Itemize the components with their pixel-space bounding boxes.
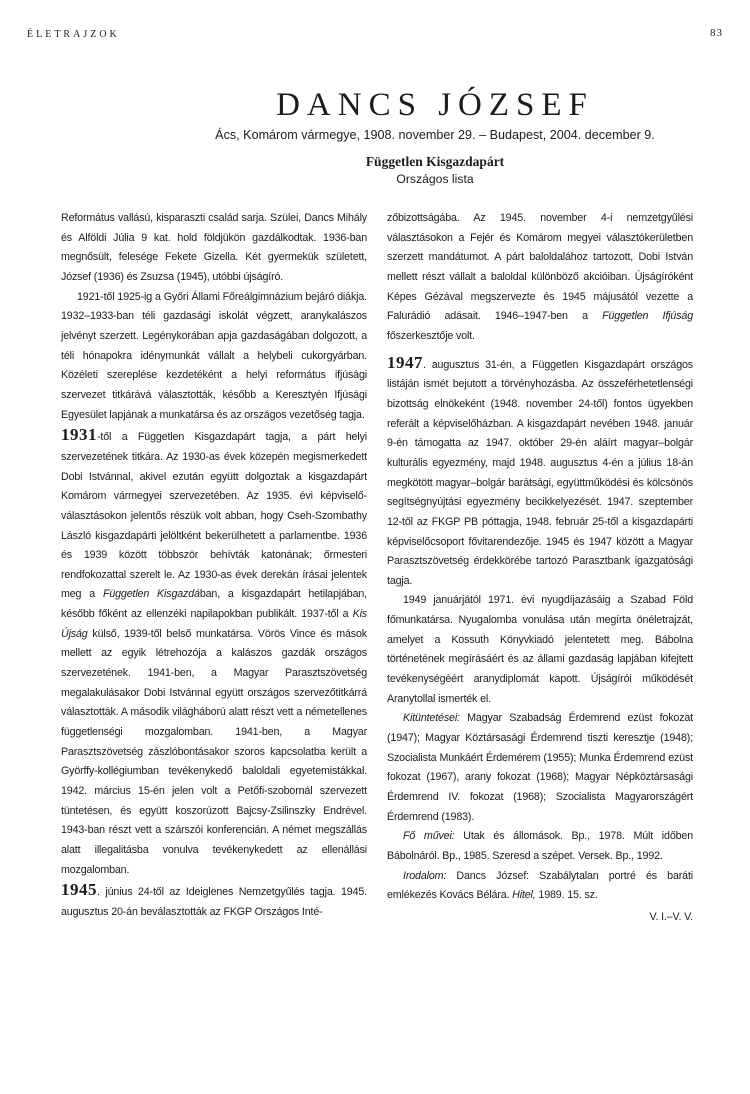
person-name: DANCS JÓZSEF	[276, 87, 594, 123]
running-head	[27, 29, 723, 45]
paragraph-1949: 1949 januárjától 1971. évi nyugdíjazásáig a Szabad Föld főmunkatársa. Nyugalomba vonulása után megírta önéletrajzát, amelyet a Kossuth Könyvkiadó jelentetett meg. Bábolna történetének megírásáért és az állami gazdaság lapjában kifejtett tevékenységéért aranydiplomát kapott. Újságírói működését Aranytollal ismerték el.	[387, 594, 693, 705]
paragraph-family: Református vallású, kisparaszti család sarja. Szülei, Dancs Mihály és Alföldi Júlia 9 kat. hold földjükön gazdálkodtak. 1936-ban megnősült, felesége Fekete Gizella. Két gyermekük született, József (1936) és Zsuzsa (1945), utóbbi újságíró.	[61, 212, 367, 283]
publication-title: Kis Újság	[61, 608, 367, 640]
awards-label: Kitüntetései:	[403, 712, 460, 725]
paragraph-text: zőbizottságába. Az 1945. november 4-i nemzetgyűlési választásokon a Fejér és Komárom megyei választókerületben szerzett mandátumot. A párt baloldalához tartozott, Dobi István mellett részt vállalt a baloldal különböző akcióiban. Újságíróként Képes Gézával megszervezte és 1945 májusától vezette a Falurádió adásait. 1946–1947-ben a	[387, 212, 693, 323]
paragraph-text: Magyar Szabadság Érdemrend ezüst fokozat (1947); Magyar Köztársasági Érdemrend tiszti keresztje (1948); Szocialista Munkáért Érdemérem (1955); Munka Érdemrend ezüst fokozat (1967), arany fokozat (1968); Magyar Népköztársasági Érdemrend IV. fokozat (1968); Szocialista Magyarországért Érdemrend (1983).	[387, 712, 693, 823]
paragraph-text: . június 24-től az Ideiglenes Nemzetgyűlés tagja. 1945. augusztus 20-án beválasztották az FKGP Országos Inté-	[61, 886, 367, 918]
paragraph-awards	[387, 709, 693, 827]
year-marker: 1947	[387, 352, 423, 372]
paragraph-text: -től a Független Kisgazdapárt tagja, a párt helyi szervezetének titkára. Az 1930-as évek közepén megismerkedett Dobi Istvánnal, akivel ezután együtt dolgoztak a kisgazdapárt Komárom vármegyei szervezetében. Az 1935. évi képviselő-választásokon jelentős részük volt abban, hogy Cseh-Szombathy László kisgazdapárti jelöltként bekerülhetett a parlamentbe. 1936 és 1939 között többször behívták katonának; őrmesteri rendfokozattal szerelt le. Az 1930-as évek derekán írásai jelentek meg a	[61, 431, 367, 601]
paragraph-text: ban, a kisgazdapárt hetilapjában, később főként az ellenzéki napilapokban publikált. 1937-től a	[61, 588, 367, 621]
paragraph-text: . augusztus 31-én, a Független Kisgazdapárt országos listáján ismét bejutott a törvényhozásba. Az összeférhetetlenségi bizottság elnökeként (1948. november 24-től) fontos ügyekben referált a képviselőházban. A kisgazdapárt nevében 1948. január 9-én támogatta az 1947. október 29-én aláírt magyar–bolgár kulturális egyezmény, majd 1948. augusztus 4-én a július 18-án megkötött magyar–bolgár barátsági, együttműködési és kölcsönös segítségnyújtási egyezmény becikkelyezését. 1947. szeptember 12-től az FKGP PB póttagja, 1948. február 25-től a kisgazdapárti képviselőcsoport fővitarendezője. 1945 és 1947 között a Magyar Parasztszövetség érdekkörébe tartozó Parasztbank igazgatósági tagja.	[387, 358, 693, 587]
publication-title: Független Ifjúság	[602, 310, 693, 323]
paragraph-text: Utak és állomások. Bp., 1978. Múlt időben Bábolnáról. Bp., 1985. Szeresd a szépet. Versek. Bp., 1992.	[387, 830, 693, 862]
paragraph-text: főszerkesztője volt.	[387, 329, 475, 342]
literature-label: Irodalom:	[403, 869, 447, 882]
paragraph-works	[387, 827, 693, 866]
paragraph-1947	[387, 353, 693, 592]
section-title: ÉLETRAJZOK	[27, 29, 120, 40]
electoral-list: Országos lista	[396, 172, 474, 186]
party-name: Független Kisgazdapárt	[365, 154, 505, 169]
paragraph-1945-cont	[387, 209, 693, 347]
page-number: 83	[710, 27, 723, 39]
paragraph-text: Dancs József: Szabálytalan portré és baráti emlékezés Kovács Bélára.	[387, 869, 693, 902]
paragraph-text: külső, 1939-től belső munkatársa. Vörös Vince és mások mellett az egyik létrehozója a kalászos gazdák országos szervezetének. 1941-ben, a Magyar Parasztszövetség megalakulásakor Dobi Istvánnal együtt országos szervezőtitkárrá választották. A második világháború alatt részt vett a németellenes függetlenségi mozgalomban. 1941-ben, a Magyar Parasztszövetség zászlóbontásakor szoros kapcsolatba került a Györffy-kollégiumban tevékenykedő baloldali egyetemistákkal. 1942. március 15-én jelen volt a Petőfi-szobornál szervezett tüntetésen, és együtt koszorúzott Bajcsy-Zsilinszky Endrével. 1943-ban részt vett a szárszói konferencián. A német megszállás alatt illegalitásba vonulva tevékenykedett az ellenállási mozgalomban.	[61, 627, 367, 876]
publication-title: Független Kisgazdá	[102, 588, 200, 601]
left-column	[61, 209, 367, 923]
birth-death-line: Ács, Komárom vármegye, 1908. november 29. – Budapest, 2004. december 9.	[215, 128, 655, 142]
entry-header	[0, 86, 750, 186]
works-label: Fő művei:	[403, 830, 455, 843]
paragraph-1931	[61, 425, 367, 880]
paragraph-text: 1989. 15. sz.	[535, 889, 598, 902]
paragraph-literature	[387, 867, 693, 906]
author-signature: V. I.–V. V.	[649, 910, 693, 923]
paragraph-education: 1921-től 1925-ig a Győri Állami Főreálgimnázium bejáró diákja. 1932–1933-ban téli gazdasági iskolát végzett, aranykalászos jelvényt szerzett. Legénykorában apja gazdaságában dolgozott, a téli hónapokra idénymunkát vállalt a helybeli cukorgyárban. Közéleti szereplése kezdetéként a helyi református ifjúsági szervezet titkárává választották, később a Keresztyén Ifjúsági Egyesület lapjának a munkatársa és az országos vezetőség tagja.	[61, 290, 367, 421]
right-column	[387, 209, 693, 928]
paragraph-1945	[61, 880, 367, 922]
year-marker: 1945	[61, 880, 97, 900]
publication-title: Hitel,	[512, 889, 536, 902]
year-marker: 1931	[61, 425, 97, 445]
